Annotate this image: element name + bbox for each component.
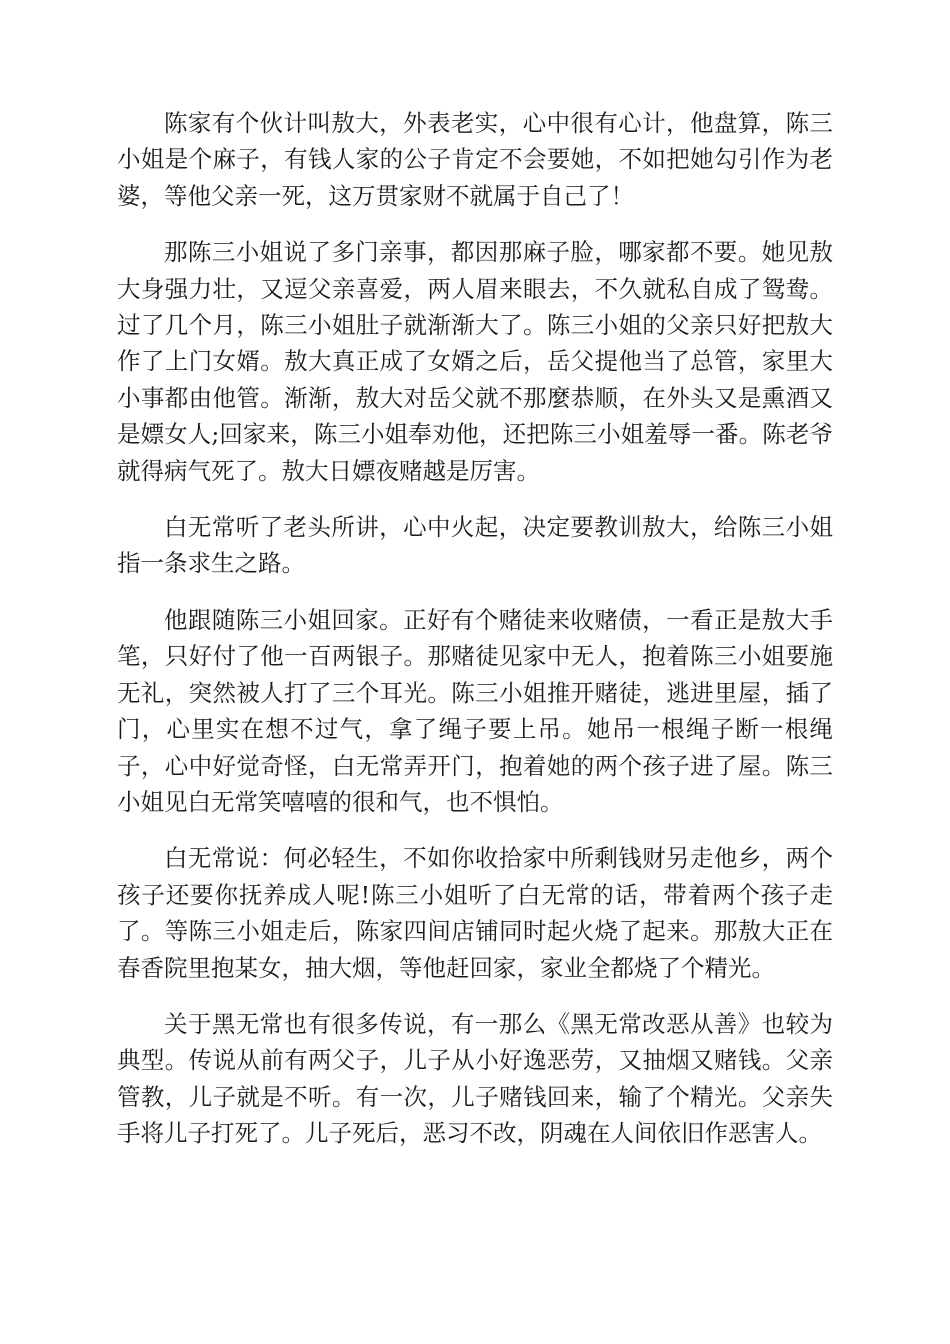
paragraph-6: 关于黑无常也有很多传说，有一那么《黑无常改恶从善》也较为典型。传说从前有两父子，儿子从小好逸恶劳，又抽烟又赌钱。父亲管教，儿子就是不听。有一次，儿子赌钱回来，输了个精光。父亲失手将儿子打死了。儿子死后，恶习不改，阴魂在人间依旧作恶害人。	[117, 1009, 833, 1148]
document-body	[117, 105, 833, 1172]
paragraph-4: 他跟随陈三小姐回家。正好有个赌徒来收赌债，一看正是敖大手笔，只好付了他一百两银子。那赌徒见家中无人，抱着陈三小姐要施无礼，突然被人打了三个耳光。陈三小姐推开赌徒，逃进里屋，插了门，心里实在想不过气，拿了绳子要上吊。她吊一根绳子断一根绳子，心中好觉奇怪，白无常弄开门，抱着她的两个孩子进了屋。陈三小姐见白无常笑嘻嘻的很和气，也不惧怕。	[117, 605, 833, 816]
paragraph-1: 陈家有个伙计叫敖大，外表老实，心中很有心计，他盘算，陈三小姐是个麻子，有钱人家的公子肯定不会要她，不如把她勾引作为老婆，等他父亲一死，这万贯家财不就属于自己了！	[117, 109, 833, 210]
paragraph-3: 白无常听了老头所讲，心中火起，决定要教训敖大，给陈三小姐指一条求生之路。	[117, 513, 833, 578]
paragraph-5: 白无常说：何必轻生，不如你收拾家中所剩钱财另走他乡，两个孩子还要你抚养成人呢!陈三小姐听了白无常的话，带着两个孩子走了。等陈三小姐走后，陈家四间店铺同时起火烧了起来。那敖大正在春香院里抱某女，抽大烟，等他赶回家，家业全都烧了个精光。	[117, 844, 833, 982]
paragraph-2: 那陈三小姐说了多门亲事，都因那麻子脸，哪家都不要。她见敖大身强力壮，又逗父亲喜爱，两人眉来眼去，不久就私自成了鸳鸯。过了几个月，陈三小姐肚子就渐渐大了。陈三小姐的父亲只好把敖大作了上门女婿。敖大真正成了女婿之后，岳父提他当了总管，家里大小事都由他管。渐渐，敖大对岳父就不那麼恭顺，在外头又是熏酒又是嫖女人;回家来，陈三小姐奉劝他，还把陈三小姐羞辱一番。陈老爷就得病气死了。敖大日嫖夜赌越是厉害。	[117, 238, 833, 485]
